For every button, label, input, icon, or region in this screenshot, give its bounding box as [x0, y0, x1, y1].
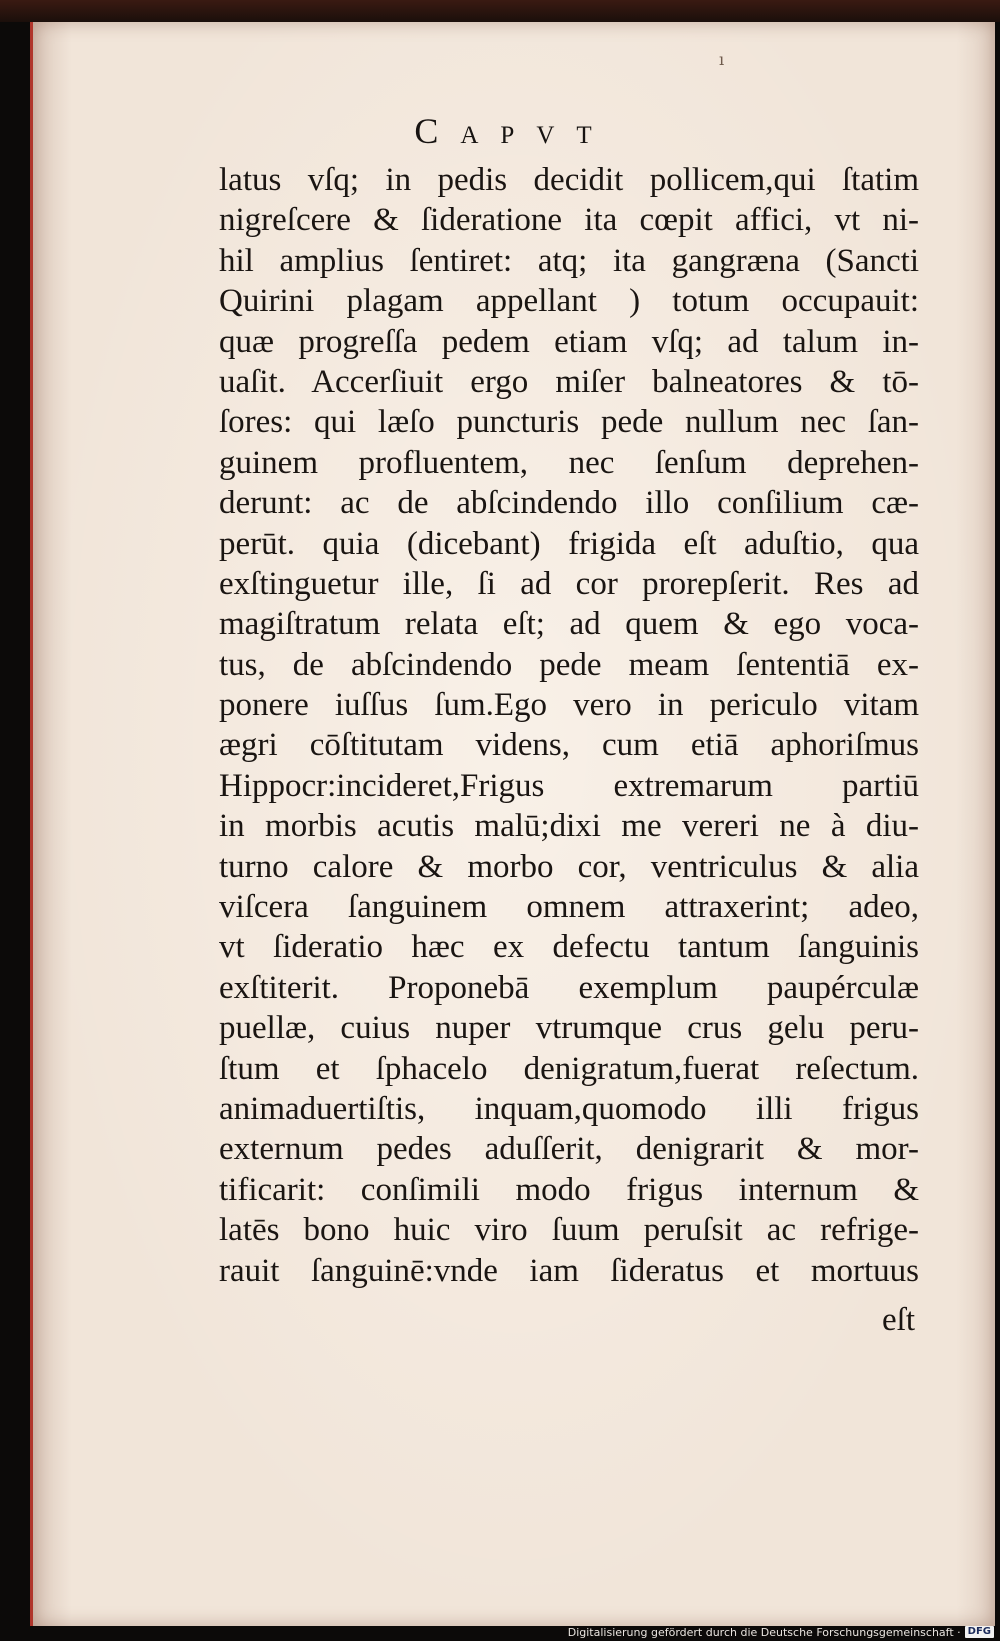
text-line: vt ſideratio hæc ex defectu tantum ſanguinis	[219, 929, 919, 966]
text-line: nigreſcere & ſideratione ita cœpit affici, vt ni-	[219, 202, 919, 239]
text-line: puellæ, cuius nuper vtrumque crus gelu peru-	[219, 1010, 919, 1047]
credit-text: Digitalisierung gefördert durch die Deutsche Forschungsgemeinschaft ·	[567, 1625, 961, 1639]
catchword: eſt	[882, 1302, 915, 1338]
text-line: hil amplius ſentiret: atq; ita gangræna (Sancti	[219, 242, 919, 279]
page-mark: ı	[719, 50, 725, 69]
text-line: tificarit: conſimili modo frigus internum &	[219, 1171, 919, 1208]
binding-edge	[0, 0, 1000, 22]
text-line: ſtum et ſphacelo denigratum,fuerat reſectum.	[219, 1050, 919, 1087]
text-line: ponere iuſſus ſum.Ego vero in periculo vitam	[219, 687, 919, 724]
text-line: quæ progreſſa pedem etiam vſq; ad talum in-	[219, 323, 919, 360]
text-line: tus, de abſcindendo pede meam ſententiā ex-	[219, 646, 919, 683]
text-line: latus vſq; in pedis decidit pollicem,qui ſtatim	[219, 162, 919, 198]
text-line: exſtinguetur ille, ſi ad cor prorepſerit. Res ad	[219, 565, 919, 602]
book-page	[30, 22, 995, 1626]
text-line: uaſit. Accerſiuit ergo miſer balneatores & tō-	[219, 363, 919, 400]
text-line: viſcera ſanguinem omnem attraxerint; adeo,	[219, 889, 919, 926]
text-line: guinem profluentem, nec ſenſum deprehen-	[219, 444, 919, 481]
text-line: ſores: qui læſo puncturis pede nullum nec ſan-	[219, 404, 919, 441]
text-line: animaduertiſtis, inquam,quomodo illi frigus	[219, 1090, 919, 1127]
text-line: latēs bono huic viro ſuum peruſsit ac refrige-	[219, 1212, 919, 1249]
text-line: ægri cōſtitutam videns, cum etiā aphoriſmus	[219, 727, 919, 764]
text-line: in morbis acutis malū;dixi me vereri ne à diu-	[219, 808, 919, 845]
dfg-logo-icon: DFG	[965, 1626, 994, 1638]
text-line: Hippocr:incideret,Frigus extremarum partiū	[219, 767, 919, 804]
text-line: turno calore & morbo cor, ventriculus & alia	[219, 848, 919, 885]
text-line: externum pedes aduſſerit, denigrarit & mor-	[219, 1131, 919, 1168]
text-line: exſtiterit. Proponebā exemplum paupérculæ	[219, 969, 919, 1006]
running-header: Capvt	[414, 111, 614, 151]
text-line: rauit ſanguinē:vnde iam ſideratus et mortuus	[219, 1252, 919, 1289]
text-line: magiſtratum relata eſt; ad quem & ego voca-	[219, 606, 919, 643]
body-text	[219, 160, 919, 1291]
digitization-credit	[568, 1625, 994, 1639]
text-line: derunt: ac de abſcindendo illo conſilium cæ-	[219, 485, 919, 522]
text-line: perūt. quia (dicebant) frigida eſt aduſtio, qua	[219, 525, 919, 562]
text-line: Quirini plagam appellant ) totum occupauit:	[219, 283, 919, 320]
